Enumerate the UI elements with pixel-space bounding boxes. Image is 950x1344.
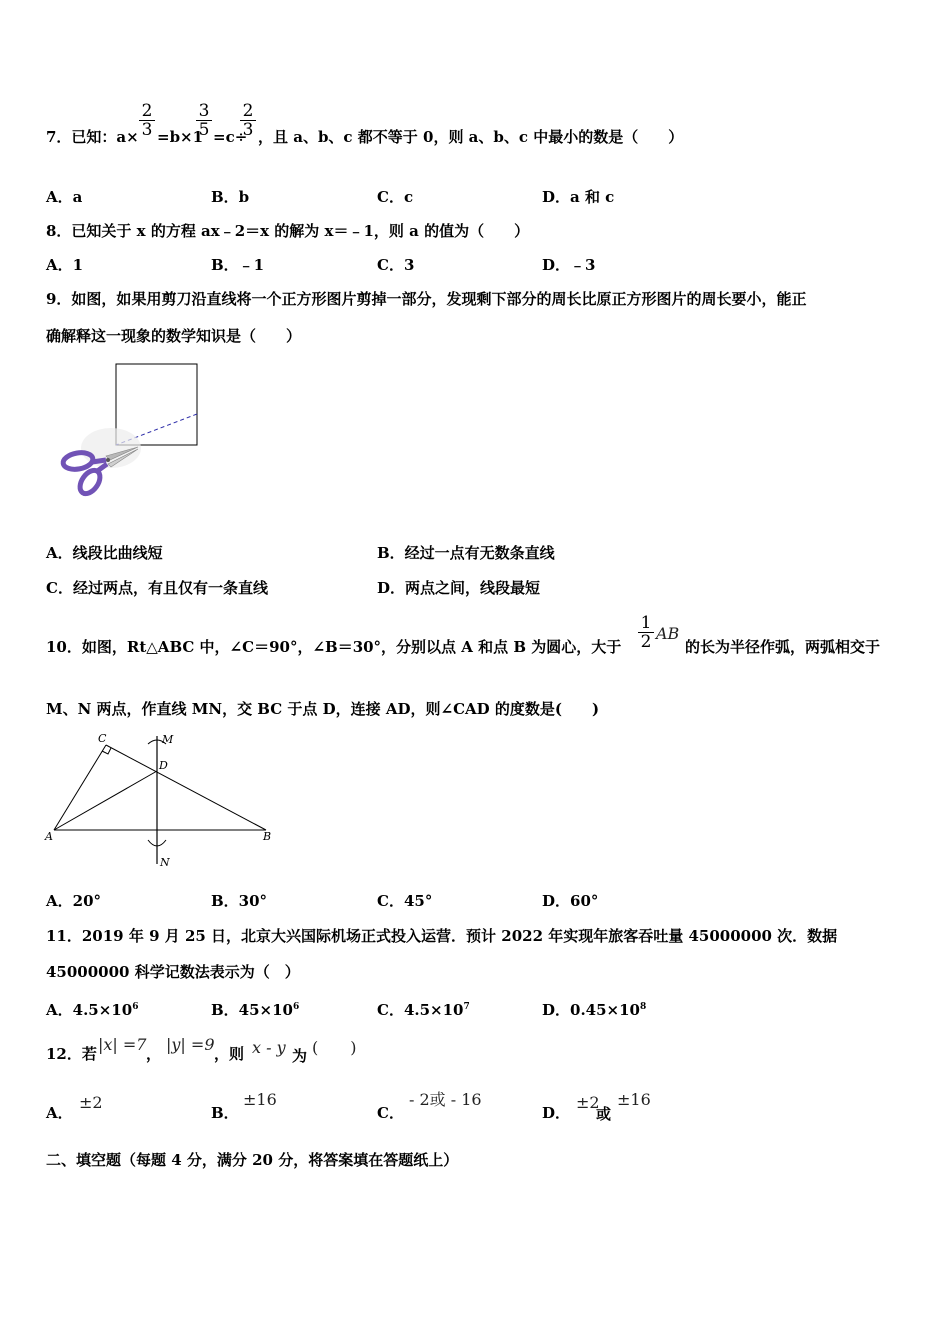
q12-prefix: 12．若 [46, 1045, 97, 1063]
scissors-icon [62, 428, 141, 497]
q12-option-c-value: - 2或 - 16 [409, 1090, 482, 1109]
q12-option-d-value: ±2 [576, 1093, 600, 1112]
q9-option-d[interactable]: D．两点之间，线段最短 [377, 579, 541, 597]
q10-option-d[interactable]: D．60° [542, 892, 599, 910]
q7-mid-2: =c÷ [213, 128, 248, 146]
q12-option-d[interactable]: D． [542, 1104, 571, 1122]
q12-option-c[interactable]: C． [377, 1104, 404, 1122]
q7-f2-numerator: 3 [198, 101, 210, 121]
q10-frac-denominator: 2 [640, 632, 652, 652]
q12-option-d-conj: 或 [596, 1105, 612, 1123]
q10-frac-numerator: 1 [640, 613, 652, 633]
q12-separator: ， [146, 1045, 162, 1063]
q7-option-d[interactable]: D．a 和 c [542, 188, 615, 206]
q12-option-d-value-2: ±16 [617, 1090, 651, 1109]
q9-line-1: 9．如图，如果用剪刀沿直线将一个正方形图片剪掉一部分，发现剩下部分的周长比原正方形图片的周长要小，能正 [46, 290, 807, 308]
q10-line-1b: 的长为半径作弧，两弧相交于 [685, 638, 881, 656]
q12-option-b-value: ±16 [243, 1090, 277, 1109]
q12-mid: ，则 [214, 1045, 245, 1063]
q10-option-b[interactable]: B．30° [211, 892, 268, 910]
q12-condition-x: |x| =7 [98, 1035, 147, 1054]
q7-option-a[interactable]: A．a [46, 188, 83, 206]
q12-suffix: 为 [292, 1047, 308, 1065]
q12-option-a-value: ±2 [79, 1093, 103, 1112]
q7-f1-numerator: 2 [141, 101, 153, 121]
q7-f3-denominator: 3 [242, 120, 254, 140]
q10-option-a[interactable]: A．20° [46, 892, 102, 910]
label-d: D [159, 759, 168, 772]
q8-text: 8．已知关于 x 的方程 ax﹣2＝x 的解为 x＝﹣1，则 a 的值为（ ） [46, 222, 530, 240]
q10-line-1a: 10．如图，Rt△ABC 中，∠C＝90°，∠B＝30°，分别以点 A 和点 B 为圆心，大于 [46, 638, 622, 656]
q11-option-d[interactable]: D．$0.45\times 10^8$ [542, 1001, 647, 1019]
q12-expression: x - y [252, 1038, 286, 1057]
q10-frac-tail: AB [656, 624, 680, 643]
q7-fraction-3 [240, 102, 256, 139]
q8-option-a[interactable]: A．1 [46, 256, 84, 274]
q9-figure-square-scissors [56, 360, 206, 505]
q7-suffix: ，且 a、b、c 都不等于 0，则 a、b、c 中最小的数是（ ） [258, 128, 684, 146]
q7-f1-denominator: 3 [141, 120, 153, 140]
q8-option-c[interactable]: C．3 [377, 256, 415, 274]
q8-option-b[interactable]: B．﹣1 [211, 256, 265, 274]
q7-f2-denominator: 5 [198, 120, 210, 140]
q7-mid-1: =b×1 [157, 128, 204, 146]
q7-prefix: 7．已知：a× [46, 128, 139, 146]
q7-fraction-1 [139, 102, 155, 139]
q8-option-d[interactable]: D．﹣3 [542, 256, 596, 274]
section-2-title: 二、填空题（每题 4 分，满分 20 分，将答案填在答题纸上） [46, 1151, 459, 1169]
q11-line-2: 45000000 科学记数法表示为（ ） [46, 963, 300, 981]
q7-option-c[interactable]: C．c [377, 188, 414, 206]
q10-figure-triangle [42, 728, 282, 874]
q11-option-a[interactable]: A．$4.5\times 10^6$ [46, 1001, 139, 1019]
q10-line-2: M、N 两点，作直线 MN，交 BC 于点 D，连接 AD，则∠CAD 的度数是( ) [46, 700, 600, 718]
q12-option-b[interactable]: B． [211, 1104, 239, 1122]
q9-line-2: 确解释这一现象的数学知识是（ ） [46, 327, 302, 345]
q7-f3-numerator: 2 [242, 101, 254, 121]
q7-fraction-2 [196, 102, 212, 139]
q12-paren: ( ) [312, 1038, 357, 1057]
label-c: C [98, 732, 107, 745]
q9-option-c[interactable]: C．经过两点，有且仅有一条直线 [46, 579, 268, 597]
label-b: B [263, 830, 272, 843]
q10-option-c[interactable]: C．45° [377, 892, 433, 910]
q9-option-a[interactable]: A．线段比曲线短 [46, 544, 163, 562]
label-m: M [162, 733, 174, 746]
q11-option-c[interactable]: C．$4.5\times 10^7$ [377, 1001, 470, 1019]
label-n: N [160, 856, 170, 869]
q11-line-1: 11．2019 年 9 月 25 日，北京大兴国际机场正式投入运营．预计 2022 年实现年旅客吞吐量 45000000 次．数据 [46, 927, 838, 945]
q9-option-b[interactable]: B．经过一点有无数条直线 [377, 544, 555, 562]
q12-condition-y: |y| =9 [166, 1035, 215, 1054]
q7-option-b[interactable]: B．b [211, 188, 250, 206]
q11-option-b[interactable]: B．$45\times 10^6$ [211, 1001, 300, 1019]
label-a: A [45, 830, 53, 843]
q10-fraction [638, 614, 654, 651]
q12-option-a[interactable]: A． [46, 1104, 73, 1122]
